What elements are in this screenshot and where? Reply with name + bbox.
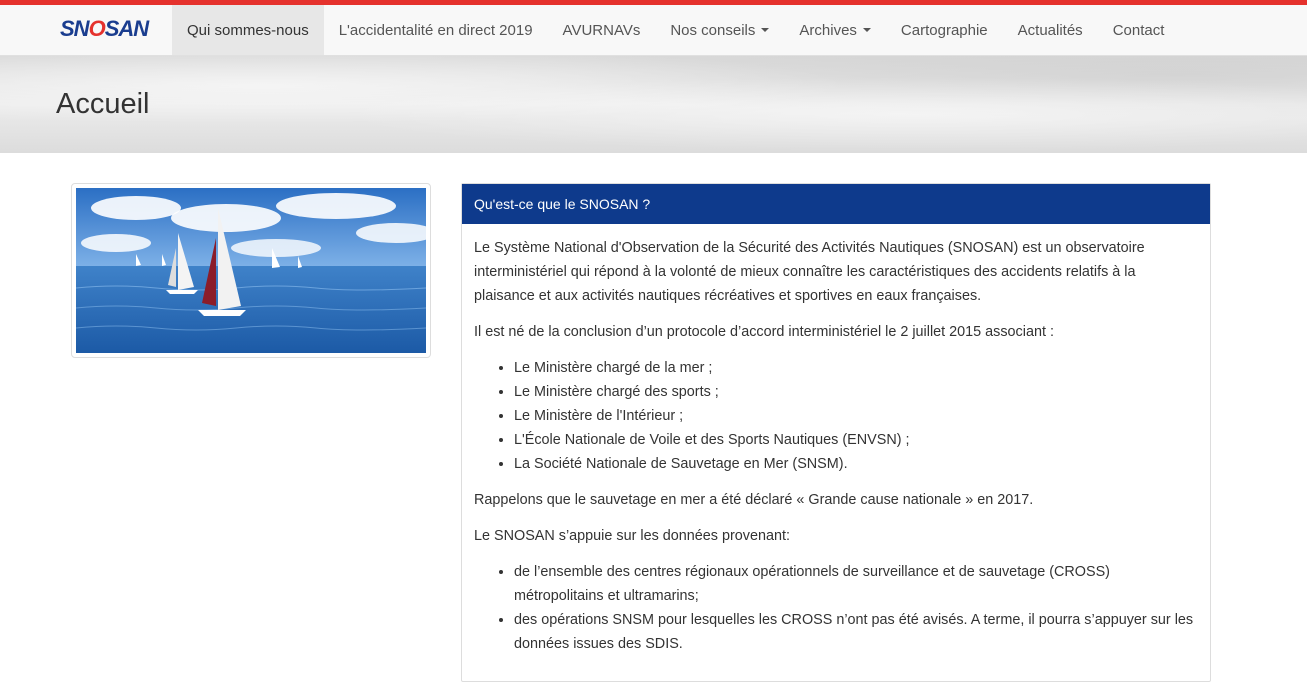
nav-item-accidentalite[interactable] — [324, 5, 548, 55]
intro-paragraph: Le Système National d'Observation de la Sécurité des Activités Nautiques (SNOSAN) est un observatoire interministériel qui répond à la volonté de mieux connaître les caractéristiques des accidents relatifs à la plaisance et aux activités nautiques récréatives et sportives en eaux françaises. — [474, 240, 1145, 304]
snosan-info-panel — [461, 183, 1211, 682]
logo-text-mid: O — [88, 16, 105, 41]
panel-heading: Qu'est-ce que le SNOSAN ? — [462, 184, 1210, 224]
nav-label: AVURNAVs — [562, 21, 641, 39]
nav-label: Cartographie — [900, 21, 988, 39]
nav-label: Nos conseils — [670, 21, 756, 39]
panel-body — [462, 224, 1210, 656]
nav-label: Archives — [799, 21, 857, 39]
nav-item-avurnavs[interactable] — [548, 5, 656, 55]
main-nav — [172, 5, 1179, 55]
nav-label: Contact — [1112, 21, 1165, 39]
nav-item-cartographie[interactable] — [886, 5, 1003, 55]
nav-item-nos-conseils[interactable] — [655, 5, 784, 55]
caret-down-icon — [863, 28, 871, 32]
data-sources-paragraph: Le SNOSAN s’appuie sur les données provenant: — [474, 528, 790, 544]
list-item: • Le Ministère de l'Intérieur ; — [514, 404, 1198, 428]
caret-down-icon — [761, 28, 769, 32]
nav-label: Actualités — [1017, 21, 1083, 39]
list-item: • des opérations SNSM pour lesquelles les CROSS n’ont pas été avisés. A terme, il pourra s’appuyer sur les données issues des SDIS. — [514, 608, 1198, 656]
nav-item-qui-sommes-nous[interactable] — [172, 5, 324, 55]
list-item: • L'École Nationale de Voile et des Sports Nautiques (ENVSN) ; — [514, 428, 1198, 452]
logo-text-left: SN — [60, 16, 89, 41]
partners-list — [514, 356, 1198, 476]
list-item: • de l’ensemble des centres régionaux opérationnels de surveillance et de sauvetage (CROSS) métropolitains et ultramarins; — [514, 560, 1198, 608]
navbar — [0, 5, 1307, 56]
snosan-logo[interactable] — [60, 15, 154, 43]
list-item: • Le Ministère chargé de la mer ; — [514, 356, 1198, 380]
data-sources-list — [514, 560, 1198, 656]
sailboats-picture — [76, 188, 426, 353]
nav-item-archives[interactable] — [784, 5, 886, 55]
nav-item-actualites[interactable] — [1003, 5, 1098, 55]
page-title: Accueil — [56, 88, 150, 120]
list-item: • La Société Nationale de Sauvetage en Mer (SNSM). — [514, 452, 1198, 476]
sailboats-image-thumbnail — [71, 183, 431, 358]
protocol-paragraph: Il est né de la conclusion d’un protocole d’accord interministériel le 2 juillet 2015 associant : — [474, 324, 1054, 340]
page-header-banner — [0, 56, 1307, 153]
cause-paragraph: Rappelons que le sauvetage en mer a été déclaré « Grande cause nationale » en 2017. — [474, 492, 1034, 508]
list-item: • Le Ministère chargé des sports ; — [514, 380, 1198, 404]
nav-label: L'accidentalité en direct 2019 — [338, 21, 533, 39]
nav-label: Qui sommes-nous — [187, 21, 309, 39]
nav-item-contact[interactable] — [1098, 5, 1180, 55]
logo-text-right: SAN — [104, 16, 149, 41]
